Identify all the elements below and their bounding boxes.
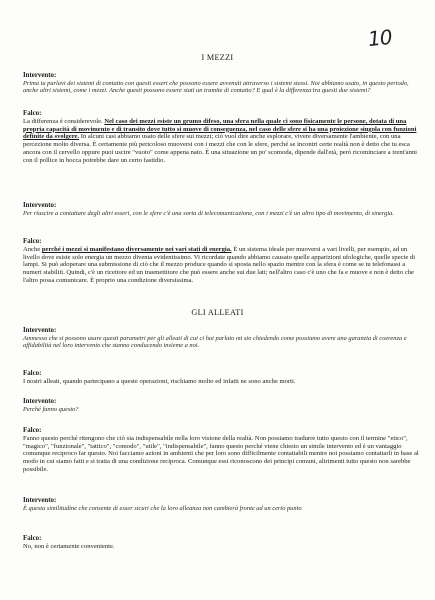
question-text: Prima tu parlavi dei sistemi di contatto con questi esseri che possono essere avvenuti attraverso i sistemi stessi. Noi abbiamo usato, in questo periodo, anche altri sistemi, come i mezzi. Anche questi possono essere stati un tramite di contatto? E qual è la differenza tra questi due sistemi?: [23, 80, 409, 95]
speaker-label: Intervento:: [23, 202, 57, 209]
question-text: Per riuscire a contattare degli altri esseri, con le sfere c'è una sorta di telecomunicazione, con i mezzi c'è un altro tipo di movimento, di sinergia.: [23, 210, 394, 217]
speaker-label: Intervento:: [23, 72, 57, 79]
question-text: Perché fanno questo?: [23, 406, 79, 413]
answer-text: La differenza è considerevole. Nel caso dei mezzi esiste un grumo difeso, una sfera nella quale ci sono fisicamente le persone, dotata di una propria capacità di movimento e di transito dove tutto si muove di conseguenza, nel caso delle sfere si ha una proiezione singola con funzioni definite da svolgere. In alcuni casi abbiamo usato delle sfere sui mezzi; ciò vuol dire anche esplorare, vivere diversamente l'ambiente, con una percezione molto diversa. È certamente più pericoloso muoversi con i mezzi che con le sfere, perché se incontri certe realtà non è detto che tu esca ancora con il cervello oppure puoi uscire "vuoto" come appena nato. È una situazione un po' scomoda, dipende dall'età, però ricominciare a trent'anni con il pollice in bocca potrebbe dare un certo fastidio.: [23, 118, 417, 164]
section-title-mezzi: I MEZZI: [201, 53, 234, 62]
dialogue-block: [23, 427, 421, 474]
speaker-label: Falco:: [23, 110, 42, 117]
speaker-label: Falco:: [23, 238, 42, 245]
answer-text: I nostri alleati, quando partecipano a queste operazioni, rischiamo molto ed infatti ne sono anche morti.: [23, 378, 296, 385]
emphasis-text: perché i mezzi si manifestano diversamente nei vari stati di energia.: [41, 246, 232, 253]
dialogue-block: [23, 370, 421, 386]
question-text: Ammesso che si possono usare questi parametri per gli alleati di cui ci hai parlato mi sto chiedendo come possiamo avere una garanzia di coerenza e affidabilità nel loro intervento che stanno conducendo insieme a noi.: [23, 335, 407, 350]
speaker-label: Falco:: [23, 427, 42, 434]
dialogue-block: [23, 72, 421, 95]
dialogue-block: [23, 110, 421, 164]
section-title-alleati: GLI ALLEATI: [191, 308, 244, 317]
speaker-label: Falco:: [23, 370, 42, 377]
dialogue-block: [23, 535, 421, 551]
dialogue-block: [23, 497, 421, 512]
answer-text: Anche perché i mezzi si manifestano diversamente nei vari stati di energia. È un sistema ideale per muoversi a vari livelli, per esempio, ad un livello dove esiste solo energia un mezzo diventa evidentissimo. Vi ricordate quando abbiamo causato quelle apparizioni ufologiche, quelle specie di lampi. Si può adoperare una submissione di ciò che il mezzo produce quando si sposta nello spazio mentre con la sfera è come se tu telefonassi a numeri stabiliti. Quindi, c'è un ricettore ed un trasmettitore che può essere anche sui due lati; nell'altro caso c'è uno che fa e muove e non è detto che l'altro possa comunicare. È proprio una condizione diversissima.: [23, 246, 416, 284]
answer-text: Fanno questo perché ritengono che ciò sia indispensabile nella loro visione della realtà. Non possiamo tradurre tutto questo con il termine "etico", "magico", "funzionale", "tattico", "comodo", "utile", "indispensabile", fanno questo perché viene chiesto un simile intervento ed è un vantaggio comunque reciproco far questo. Noi facciamo azioni in ambienti che per loro sono difficilmente contattabili mentre noi possiamo contattarli in base al modo in cui siamo fatti e si tratta di una condizione reciproca. Comunque essi riconoscono dei principi comuni, altrimenti tutto questo non sarebbe possibile.: [23, 435, 419, 473]
dialogue-block: [23, 238, 421, 285]
question-text: È questa similitudine che consente di esser sicuri che la loro alleanza non cambierà fronte ad un certo punto: [23, 505, 302, 512]
speaker-label: Falco:: [23, 535, 42, 542]
speaker-label: Intervento:: [23, 398, 57, 405]
handwritten-page-number: 10: [366, 24, 393, 52]
dialogue-block: [23, 398, 421, 413]
dialogue-block: [23, 327, 421, 350]
emphasis-text: Nel caso dei mezzi esiste un grumo difeso, una sfera nella quale ci sono fisicamente le persone, dotata di una propria capacità di movimento e di transito dove tutto si muove di conseguenza, nel caso delle sfere si ha una proiezione singola con funzioni definite da svolgere.: [23, 118, 417, 141]
answer-text: No, non è certamente conveniente.: [23, 543, 115, 550]
dialogue-block: [23, 202, 421, 217]
speaker-label: Intervento:: [23, 497, 57, 504]
speaker-label: Intervento:: [23, 327, 57, 334]
